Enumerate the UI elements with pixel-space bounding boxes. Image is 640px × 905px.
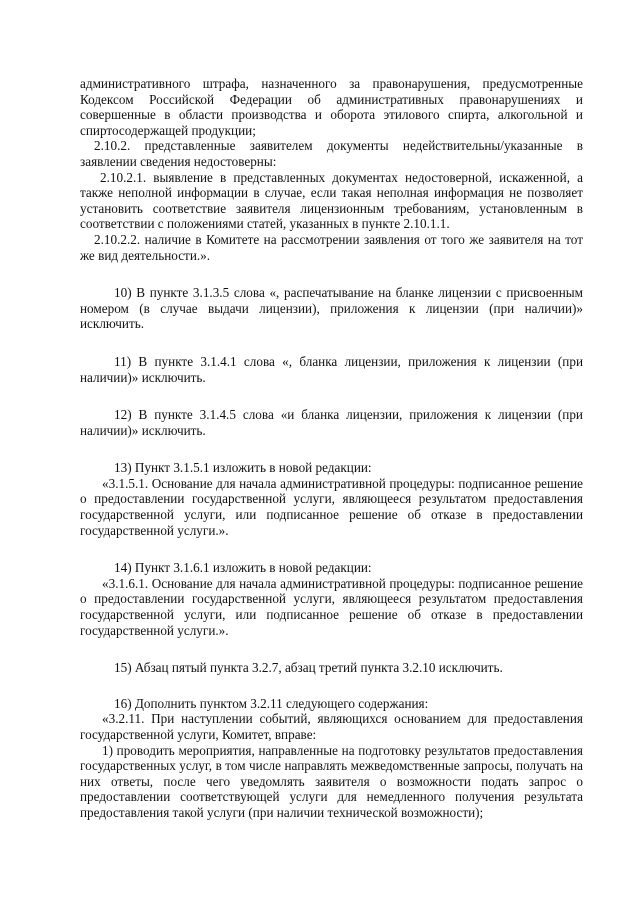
paragraph-item-11: 11) В пункте 3.1.4.1 слова «, бланка лицензии, приложения к лицензии (при наличии)» исключить.: [80, 353, 583, 385]
paragraph-item-15: 15) Абзац пятый пункта 3.2.7, абзац третий пункта 3.2.10 исключить.: [114, 660, 503, 676]
paragraph-3-2-11-sub-1: 1) проводить мероприятия, направленные на подготовку результатов предоставления государственных услуг, в том числе направлять межведомственные запросы, получать на них ответы, после чего уведомлять заявителя о возможности подать запрос о предоставлении соответствующей услуги для немедленного получения результата предоставления такой услуги (при наличии технической возможности);: [80, 742, 583, 820]
paragraph-item-13: 13) Пункт 3.1.5.1 изложить в новой редакции:: [114, 460, 372, 476]
paragraph-3-1-5-1: «3.1.5.1. Основание для начала административной процедуры: подписанное решение о предоставлении государственной услуги, являющееся результатом предоставления государственной услуги, или подписанное решение об отказе в предоставлении государственной услуги.».: [80, 475, 583, 538]
paragraph-item-16: 16) Дополнить пунктом 3.2.11 следующего содержания:: [114, 695, 429, 711]
paragraph-3-1-6-1: «3.1.6.1. Основание для начала административной процедуры: подписанное решение о предоставлении государственной услуги, являющееся результатом предоставления государственной услуги, или подписанное решение об отказе в предоставлении государственной услуги.».: [80, 575, 583, 638]
paragraph-2-10-2: 2.10.2. представленные заявителем документы недействительны/указанные в заявлении сведения недостоверны:: [80, 138, 583, 169]
paragraph-item-10: 10) В пункте 3.1.3.5 слова «, распечатывание на бланке лицензии с присвоенным номером (в случае выдачи лицензии), приложения к лицензии (при наличии)» исключить.: [80, 285, 583, 332]
paragraph-continuation: административного штрафа, назначенного за правонарушения, предусмотренные Кодексом Российской Федерации об административных правонарушениях и совершенные в области производства и оборота этилового спирта, алкогольной и спиртосодержащей продукции;: [80, 76, 583, 138]
paragraph-2-10-2-1: 2.10.2.1. выявление в представленных документах недостоверной, искаженной, а также неполной информации в случае, если такая неполная информация не позволяет установить соответствие заявителя лицензионным требованиям, установленным в соответствии с положениями статей, указанных в пункте 2.10.1.1.: [80, 169, 583, 232]
document-page: [80, 76, 583, 821]
paragraph-3-2-11: «3.2.11. При наступлении событий, являющихся основанием для предоставления государственной услуги, Комитет, вправе:: [80, 711, 583, 742]
paragraph-2-10-2-2: 2.10.2.2. наличие в Комитете на рассмотрении заявления от того же заявителя на тот же вид деятельности.».: [80, 231, 583, 263]
paragraph-item-12: 12) В пункте 3.1.4.5 слова «и бланка лицензии, приложения к лицензии (при наличии)» исключить.: [80, 407, 583, 438]
paragraph-item-14: 14) Пункт 3.1.6.1 изложить в новой редакции:: [114, 560, 372, 576]
